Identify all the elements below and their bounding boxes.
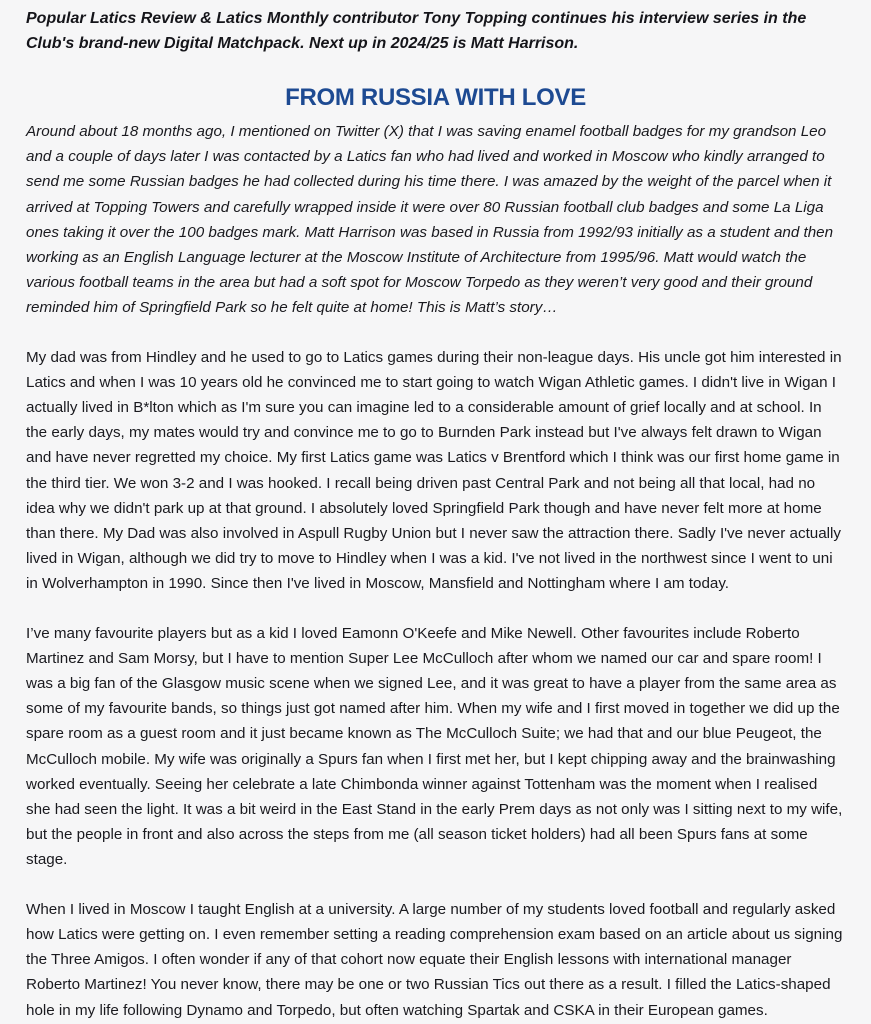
- article-paragraph: I’ve many favourite players but as a kid I loved Eamonn O'Keefe and Mike Newell. Other favourites include Roberto Martinez and Sam Morsy, but I have to mention Super Lee McCulloch after whom we named our car and spare room! I was a big fan of the Glasgow music scene when we signed Lee, and it was great to have a player from the same area as some of my favourite bands, so things just got named after him. When my wife and I first moved in together we did up the spare room as a guest room and it just became known as The McCulloch Suite; we had that and our blue Peugeot, the McCulloch mobile. My wife was originally a Spurs fan when I first met her, but I kept chipping away and the brainwashing worked eventually. Seeing her celebrate a late Chimbonda winner against Tottenham was the moment when I realised she had seen the light. It was a bit weird in the East Stand in the early Prem days as not only was I sitting next to my wife, but the people in front and also across the steps from me (all season ticket holders) had all been Spurs fans at some stage.: [26, 624, 843, 869]
- article-lede: Around about 18 months ago, I mentioned on Twitter (X) that I was saving enamel football badges for my grandson Leo and a couple of days later I was contacted by a Latics fan who had lived and worked in Moscow who kindly arranged to send me some Russian badges he had collected during his time there. I was amazed by the weight of the parcel when it arrived at Topping Towers and carefully wrapped inside it were over 80 Russian football club badges and some La Liga ones taking it over the 100 badges mark. Matt Harrison was based in Russia from 1992/93 initially as a student and then working as an English Language lecturer at the Moscow Institute of Architecture from 1995/96. Matt would watch the various football teams in the area but had a soft spot for Moscow Torpedo as they weren’t very good and their ground reminded him of Springfield Park so he felt quite at home! This is Matt’s story…: [26, 123, 834, 317]
- article-intro: Popular Latics Review & Latics Monthly contributor Tony Topping continues his interview series in the Club's brand-new Digital Matchpack. Next up in 2024/25 is Matt Harrison.: [26, 10, 807, 52]
- article-paragraph: When I lived in Moscow I taught English at a university. A large number of my students loved football and regularly asked how Latics were getting on. I even remember setting a reading comprehension exam based on an article about us signing the Three Amigos. I often wonder if any of that cohort now equate their English lessons with international manager Roberto Martinez! You never know, there may be one or two Russian Tics out there as a result. I filled the Latics-shaped hole in my life following Dynamo and Torpedo, but often watching Spartak and CSKA in their European games.: [26, 900, 843, 1019]
- article-paragraph: My dad was from Hindley and he used to go to Latics games during their non-league days. His uncle got him interested in Latics and when I was 10 years old he convinced me to start going to watch Wigan Athletic games. I didn't live in Wigan I actually lived in B*lton which as I'm sure you can imagine led to a considerable amount of grief locally and at school. In the early days, my mates would try and convince me to go to Burnden Park instead but I've always felt drawn to Wigan and have never regretted my choice. My first Latics game was Latics v Brentford which I think was our first home game in the third tier. We won 3-2 and I was hooked. I recall being driven past Central Park and not being all that local, had no idea why we didn't park up at that ground. I absolutely loved Springfield Park though and have never felt more at home than there. My Dad was also involved in Aspull Rugby Union but I never saw the attraction there. Sadly I've never actually lived in Wigan, although we did try to move to Hindley when I was a kid. I've not lived in the northwest since I went to uni in Wolverhampton in 1990. Since then I've lived in Moscow, Mansfield and Nottingham where I am today.: [26, 348, 842, 593]
- article-title: FROM RUSSIA WITH LOVE: [285, 84, 586, 111]
